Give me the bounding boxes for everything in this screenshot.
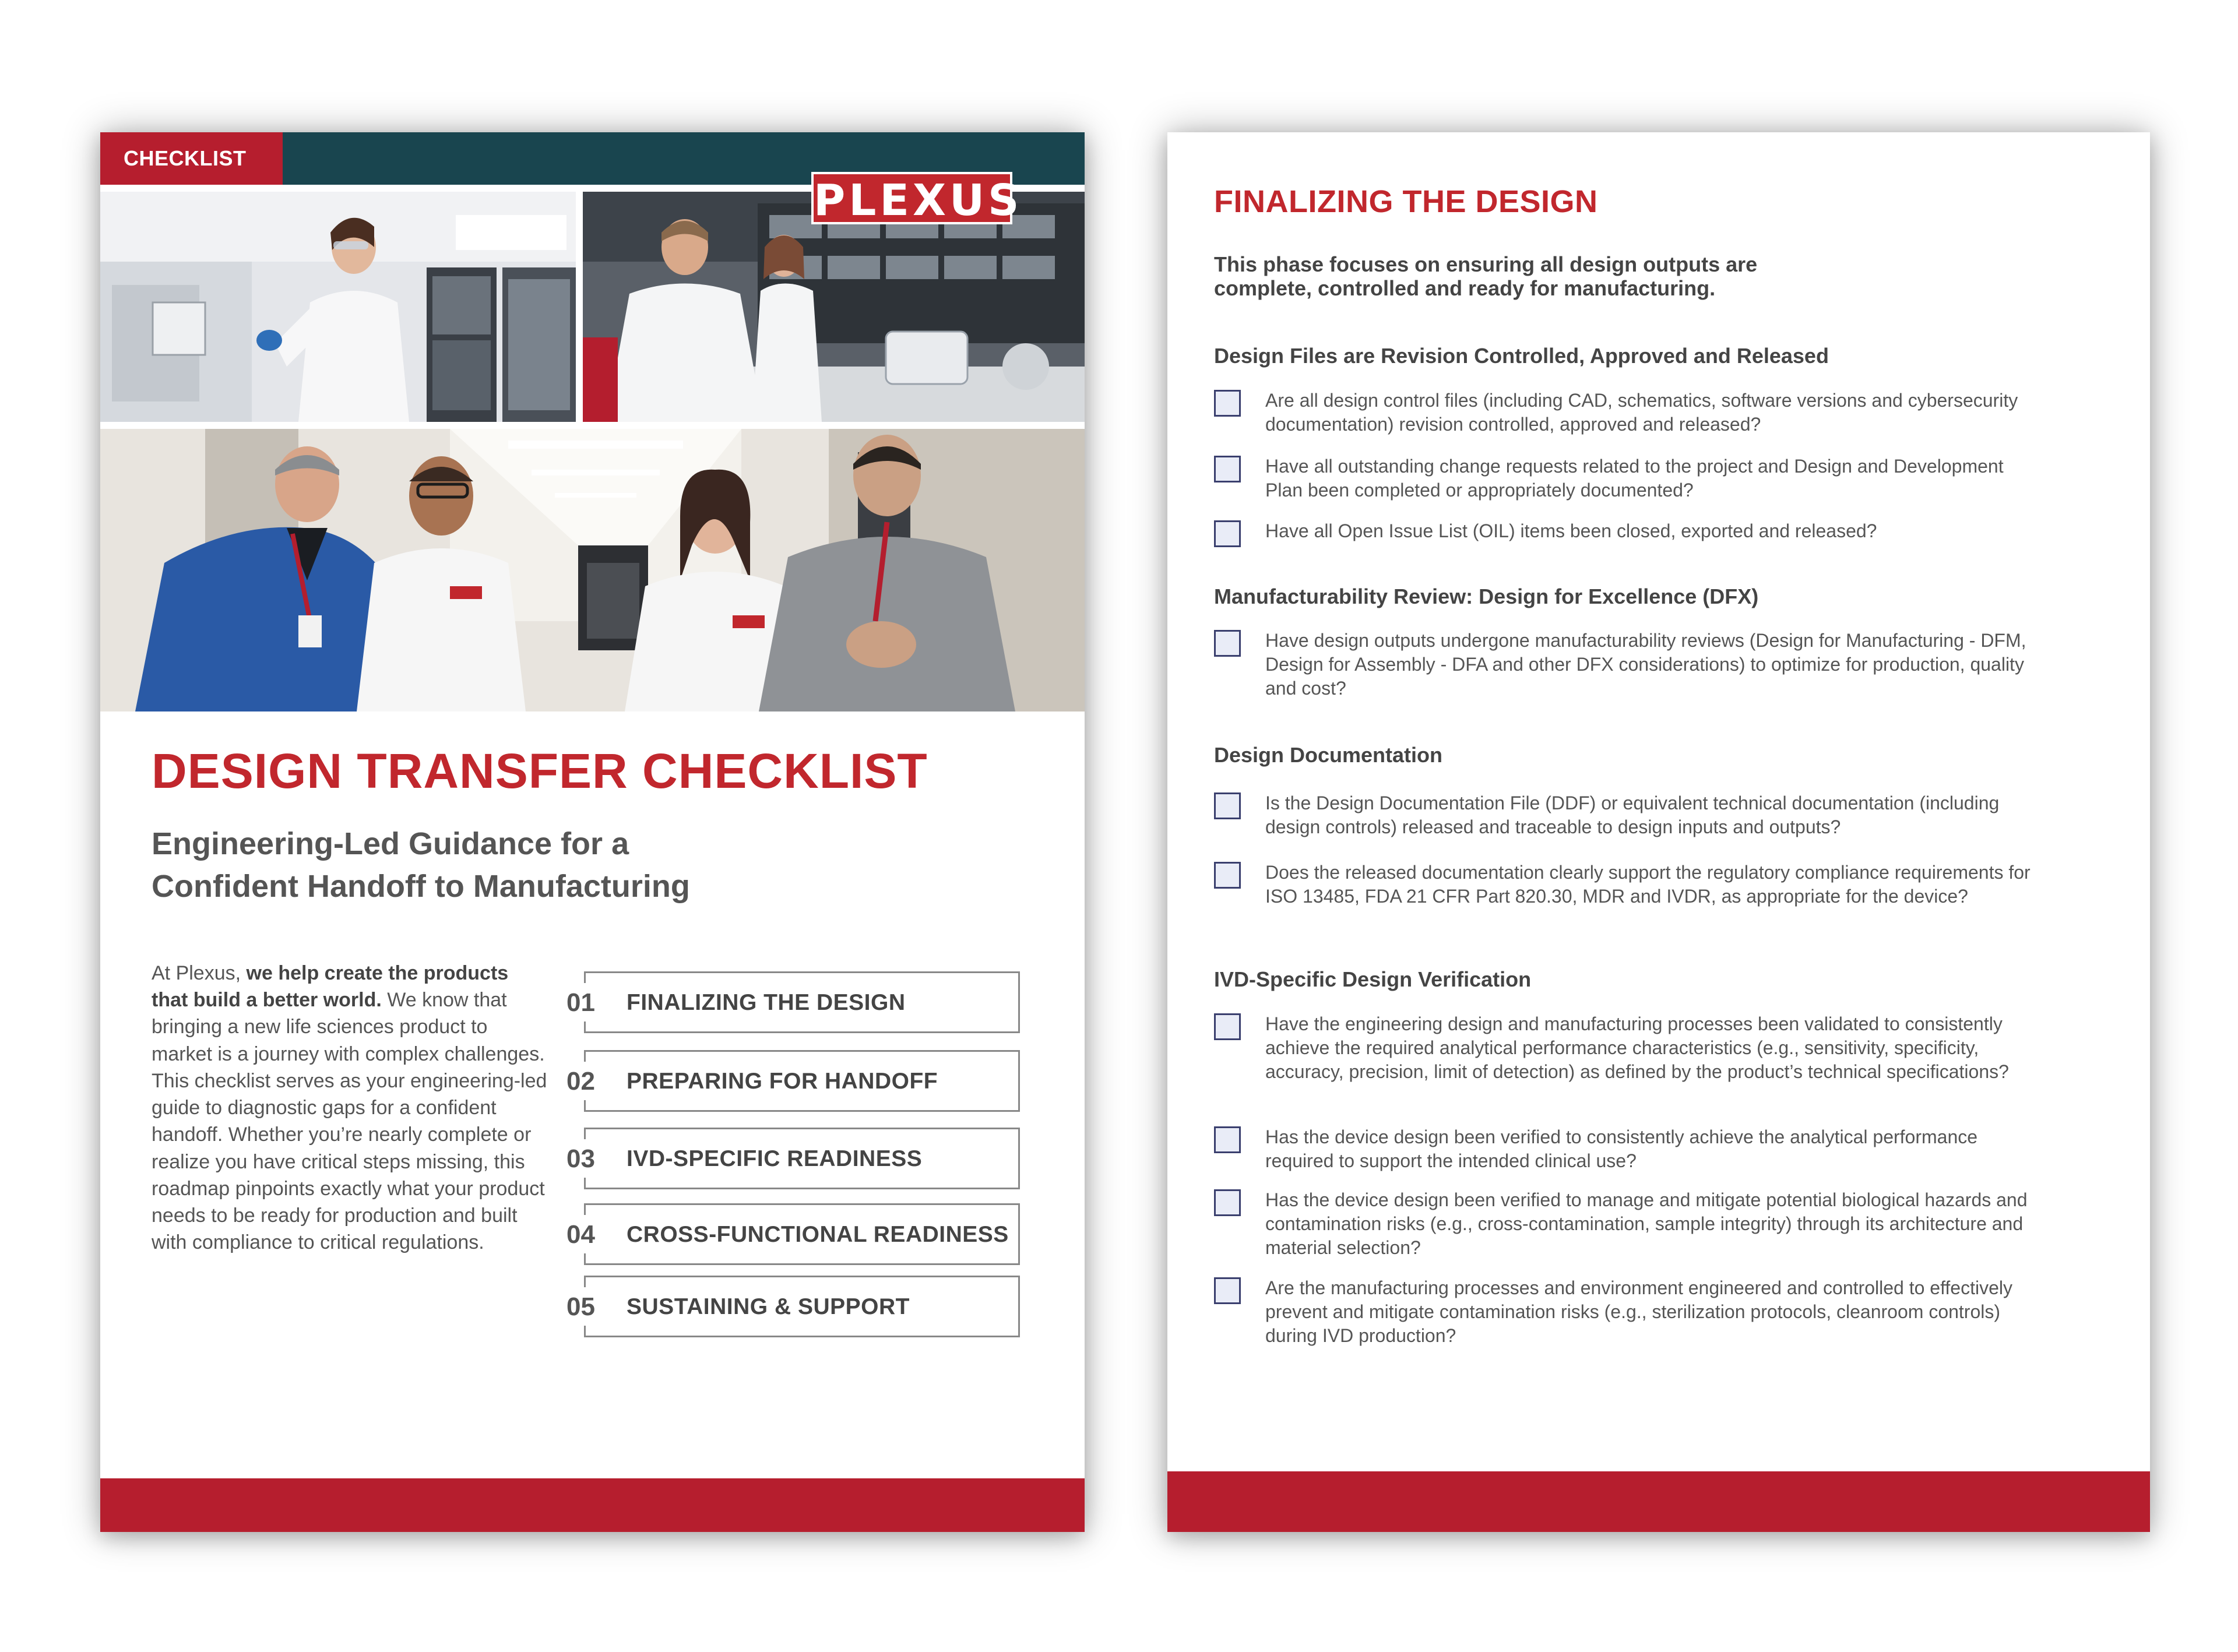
plexus-logo: PLEXUS bbox=[811, 172, 1012, 224]
intro-body: We know that bringing a new life sciences product to market is a journey with complex challenges. This checklist serves as your engineering-led guide to diagnostic gaps for a confident handoff. Whether you’re nearly complete or realize you have critical steps missing, this roadmap pinpoints exactly what your product needs to be ready for production and built with compliance to critical regulations. bbox=[152, 989, 547, 1254]
intro-paragraph bbox=[152, 960, 548, 1256]
subsection-heading: IVD-Specific Design Verification bbox=[1214, 967, 1532, 991]
checkbox[interactable] bbox=[1214, 456, 1241, 482]
intro-lead: At Plexus, bbox=[152, 962, 241, 984]
subsection-heading: Manufacturability Review: Design for Excellence (DFX) bbox=[1214, 584, 1759, 608]
toc-label: IVD-SPECIFIC READINESS bbox=[627, 1146, 923, 1171]
question-text: Are the manufacturing processes and environment engineered and controlled to effectively prevent and mitigate contamination risks (e.g., sterilization protocols, cleanroom controls) during IVD production? bbox=[1265, 1277, 2012, 1346]
checkbox[interactable] bbox=[1214, 390, 1241, 417]
toc-item-02[interactable] bbox=[566, 1050, 1033, 1113]
team-hallway-photo bbox=[100, 429, 1085, 711]
bottom-banner bbox=[100, 1478, 1085, 1532]
intro-bold: we help create the products that build a better world. bbox=[152, 962, 509, 1012]
document-subtitle bbox=[152, 823, 851, 908]
document-title: DESIGN TRANSFER CHECKLIST bbox=[152, 744, 928, 798]
question-text: Have the engineering design and manufacturing processes been validated to consistently achieve the required analytical performance characteristics (e.g., sensitivity, specificity, accuracy, precision, limit of detection) as defined by the product’s technical specifications? bbox=[1265, 1013, 2009, 1082]
toc-item-04[interactable] bbox=[566, 1203, 1033, 1266]
section-intro-line-1: This phase focuses on ensuring all design outputs are bbox=[1214, 252, 1758, 276]
checkbox[interactable] bbox=[1214, 792, 1241, 819]
subsection-heading: Design Files are Revision Controlled, Approved and Released bbox=[1214, 344, 1829, 368]
checkbox[interactable] bbox=[1214, 630, 1241, 657]
checkbox[interactable] bbox=[1214, 1189, 1241, 1216]
question-text: Has the device design been verified to manage and mitigate potential biological hazards and contamination risks (e.g., cross-contamination, sample integrity) through its architecture and material selection? bbox=[1265, 1189, 2028, 1258]
subtitle-line-2: Confident Handoff to Manufacturing bbox=[152, 868, 690, 904]
checkbox[interactable] bbox=[1214, 1013, 1241, 1040]
section-title: FINALIZING THE DESIGN bbox=[1214, 184, 1598, 219]
checklist-page bbox=[1167, 132, 2150, 1532]
subtitle-line-1: Engineering-Led Guidance for a bbox=[152, 826, 629, 861]
subsection-heading: Design Documentation bbox=[1214, 743, 1443, 767]
section-intro-line-2: complete, controlled and ready for manufacturing. bbox=[1214, 276, 1716, 301]
lab-scientist-photo bbox=[100, 192, 576, 422]
toc-item-05[interactable] bbox=[566, 1276, 1033, 1338]
question-text: Are all design control files (including CAD, schematics, software versions and cybersecurity documentation) revision controlled, approved and released? bbox=[1265, 390, 2018, 435]
toc-label: CROSS-FUNCTIONAL READINESS bbox=[627, 1222, 1009, 1247]
question-text: Have all Open Issue List (OIL) items been closed, exported and released? bbox=[1265, 520, 1877, 541]
toc-number: 03 bbox=[566, 1144, 595, 1173]
toc-label: PREPARING FOR HANDOFF bbox=[627, 1069, 938, 1094]
toc-item-03[interactable] bbox=[566, 1128, 1033, 1190]
checklist-tag: CHECKLIST bbox=[100, 132, 283, 185]
toc-number: 04 bbox=[566, 1220, 595, 1249]
question-text: Have all outstanding change requests related to the project and Design and Development Plan been completed or appropriately documented? bbox=[1265, 456, 2004, 501]
checkbox[interactable] bbox=[1214, 1277, 1241, 1304]
question-text: Has the device design been verified to consistently achieve the analytical performance required to support the intended clinical use? bbox=[1265, 1126, 1978, 1171]
section-intro bbox=[1214, 252, 1855, 301]
toc-number: 05 bbox=[566, 1292, 595, 1321]
checkbox[interactable] bbox=[1214, 1126, 1241, 1153]
question-text: Have design outputs undergone manufacturability reviews (Design for Manufacturing - DFM, Design for Assembly - DFA and other DFX considerations) to optimize for production, quality and cost? bbox=[1265, 630, 2026, 699]
checkbox[interactable] bbox=[1214, 520, 1241, 547]
toc-label: SUSTAINING & SUPPORT bbox=[627, 1294, 910, 1319]
toc-item-01[interactable] bbox=[566, 971, 1033, 1034]
question-text: Does the released documentation clearly support the regulatory compliance requirements for ISO 13485, FDA 21 CFR Part 820.30, MDR and IVDR, as appropriate for the device? bbox=[1265, 862, 2031, 907]
toc-number: 01 bbox=[566, 988, 595, 1017]
toc-label: FINALIZING THE DESIGN bbox=[627, 990, 906, 1015]
toc-number: 02 bbox=[566, 1067, 595, 1096]
question-text: Is the Design Documentation File (DDF) or equivalent technical documentation (including design controls) released and traceable to design inputs and outputs? bbox=[1265, 792, 2000, 837]
bottom-banner bbox=[1167, 1471, 2150, 1532]
brochure-cover-page bbox=[100, 132, 1085, 1532]
checkbox[interactable] bbox=[1214, 862, 1241, 889]
